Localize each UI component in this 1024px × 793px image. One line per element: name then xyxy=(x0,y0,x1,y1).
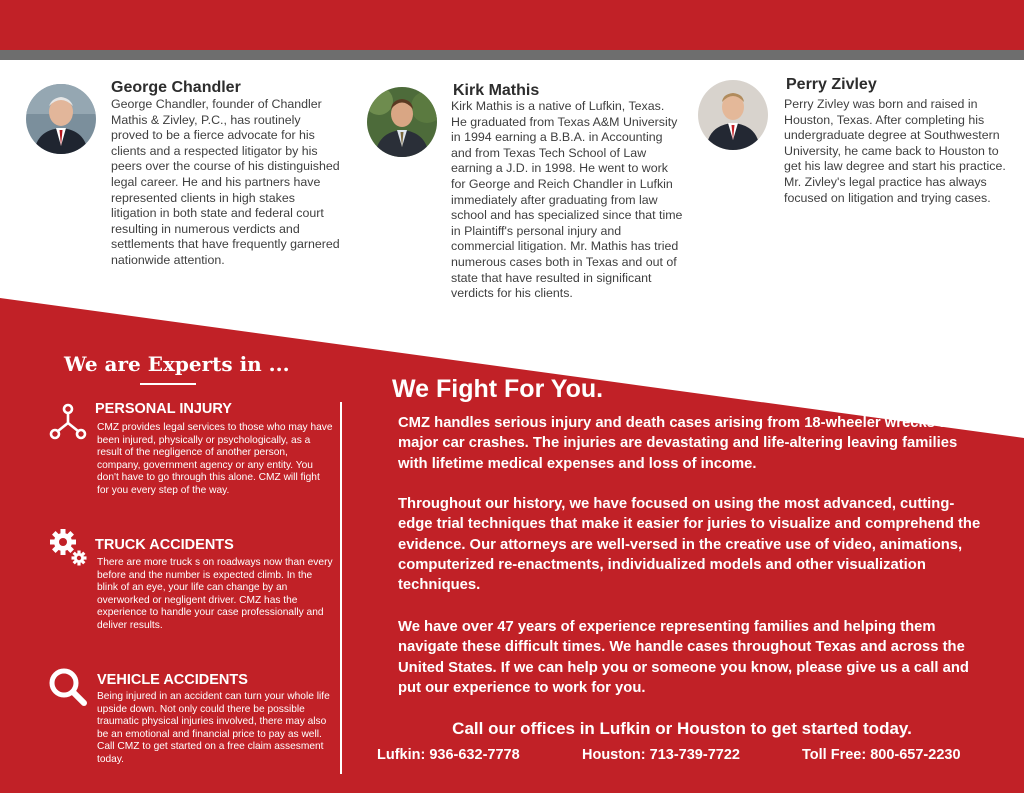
phone-houston[interactable]: Houston: 713-739-7722 xyxy=(582,747,740,763)
service-text: Being injured in an accident can turn your whole life upside down. Not only could there be possible traumatic physical injuries involved, there may also be an emotional and financial price to pay as well. Call CMZ to get started on a free claim assesment today. xyxy=(97,691,330,765)
experts-underline xyxy=(140,383,196,385)
call-to-action: Call our offices in Lufkin or Houston to get started today. xyxy=(452,719,912,738)
avatar-kirk-mathis xyxy=(367,87,437,157)
bio-name: Kirk Mathis xyxy=(453,82,540,99)
fight-paragraph: Throughout our history, we have focused on using the most advanced, cutting-edge trial techniques that make it easier for juries to visualize and comprehend the evidence. Our attorneys are well-versed in the creative use of video, animations, computerized re-enactments, individualized models and other visualization techniques. xyxy=(398,496,981,594)
phone-lufkin[interactable]: Lufkin: 936-632-7778 xyxy=(377,747,520,763)
service-title: TRUCK ACCIDENTS xyxy=(95,537,234,553)
phone-toll-free[interactable]: Toll Free: 800-657-2230 xyxy=(802,747,961,763)
service-title: PERSONAL INJURY xyxy=(95,401,232,417)
avatar-perry-zivley xyxy=(698,80,768,150)
gears-icon xyxy=(48,528,88,568)
magnifier-icon xyxy=(48,667,88,707)
bio-text: Kirk Mathis is a native of Lufkin, Texas. He graduated from Texas A&M University in 1994 earning a B.B.A. in Accounting and from Texas Tech School of Law earning a J.D. in 1998. He went to work for George and Reich Chandler in Lufkin immediately after graduating from law school and has specialized since that time in Plaintiff's personal injury and commercial litigation. Mr. Mathis has tried numerous cases both in Texas and out of state that have resulted in significant verdicts for his clients. xyxy=(451,99,683,301)
avatar-george-chandler xyxy=(26,84,96,154)
experts-title: We are Experts in ... xyxy=(64,352,290,376)
fight-title: We Fight For You. xyxy=(392,375,604,403)
service-title: VEHICLE ACCIDENTS xyxy=(97,672,248,688)
fight-paragraph: We have over 47 years of experience representing families and helping them navigate these difficult times. We handle cases throughout Texas and across the United States. If we can help you or someone you know, please give us a call and put our experience to work for you. xyxy=(398,619,969,696)
fight-paragraph: CMZ handles serious injury and death cases arising from 18-wheeler wrecks and major car crashes. The injuries are devastating and life-altering leaving families with lifetime medical expenses and loss of income. xyxy=(398,415,966,472)
bio-name: George Chandler xyxy=(111,79,241,96)
service-text: There are more truck s on roadways now than every before and the number is expected climb. In the blink of an eye, your life can change by an overworked or negligent driver. CMZ has the experience to handle your case professionally and deliver results. xyxy=(97,557,333,631)
network-icon xyxy=(48,402,88,442)
service-text: CMZ provides legal services to those who may have been injured, physically or psychologically, as a result of the negligence of another person, company, government agency or any entity. You don't have to go through this alone. CMZ will fight for you every step of the way. xyxy=(97,422,333,496)
bio-text: Perry Zivley was born and raised in Houston, Texas. After completing his undergraduate degree at Southwestern University, he came back to Houston to get his law degree and start his practice. Mr. Zivley's legal practice has always focused on litigation and trying cases. xyxy=(784,97,1006,205)
bio-name: Perry Zivley xyxy=(786,76,877,93)
bio-text: George Chandler, founder of Chandler Mathis & Zivley, P.C., has routinely proved to be a fierce advocate for his clients and a respected litigator by his peers over the course of his distinguished legal career. He and his partners have represented clients in high stakes litigation in both state and federal court resulting in numerous verdicts and settlements that have frequently garnered nationwide attention. xyxy=(111,97,340,267)
